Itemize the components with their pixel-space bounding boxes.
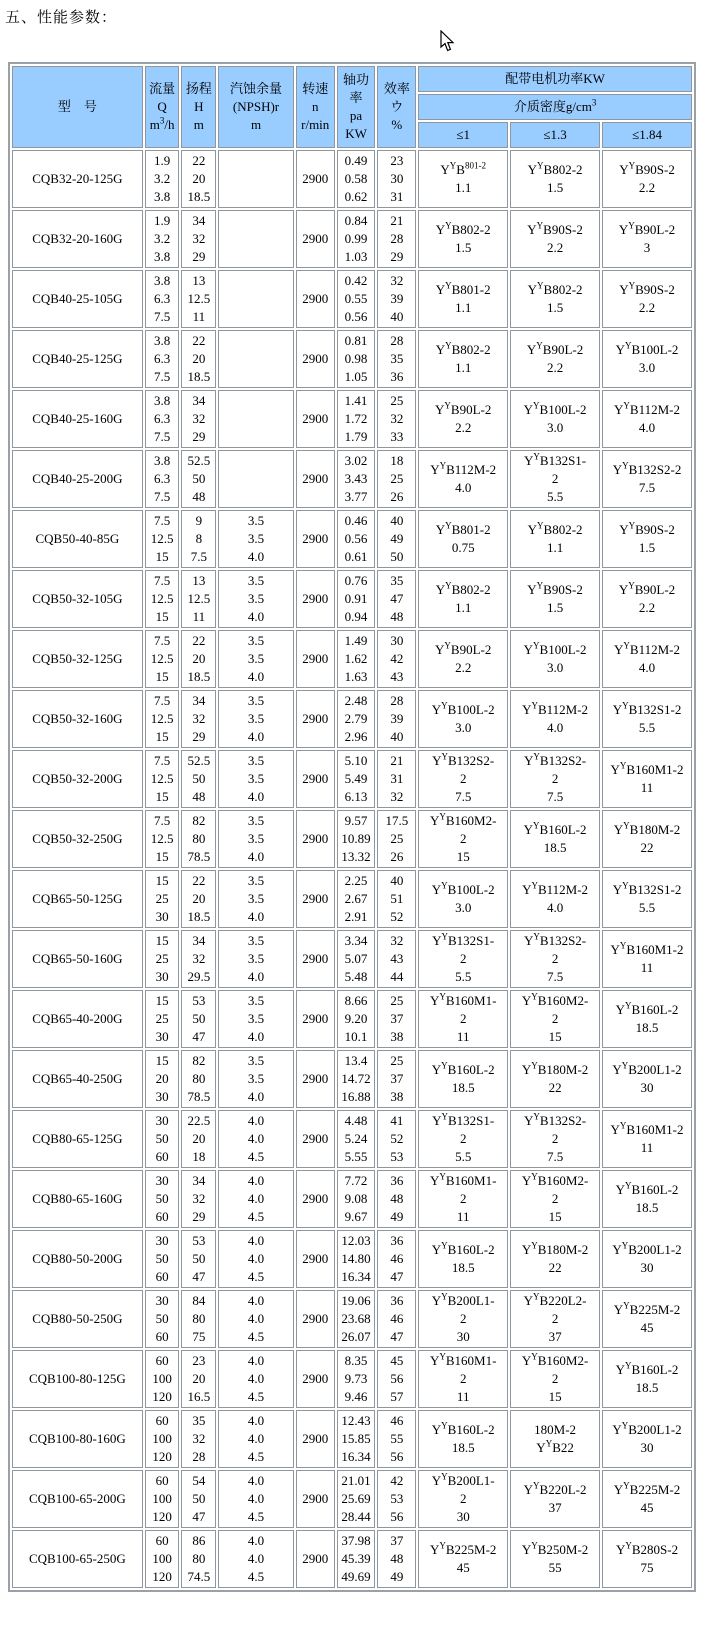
efficiency-cell: 41 52 53 (377, 1110, 416, 1168)
table-row (12, 150, 692, 208)
shaft-power-cell: 0.49 0.58 0.62 (337, 150, 376, 208)
shaft-power-cell: 13.4 14.72 16.88 (337, 1050, 376, 1108)
table-row (12, 630, 692, 688)
shaft-power-cell: 3.02 3.43 3.77 (337, 450, 376, 508)
npsh-cell: 3.5 3.5 4.0 (218, 630, 294, 688)
flow-cell: 15 25 30 (145, 870, 180, 928)
flow-cell: 15 25 30 (145, 930, 180, 988)
head-cell: 22 20 18.5 (181, 630, 216, 688)
model-cell: CQB50-32-160G (12, 690, 143, 748)
flow-cell: 7.5 12.5 15 (145, 630, 180, 688)
shaft-power-cell: 3.34 5.07 5.48 (337, 930, 376, 988)
model-cell: CQB50-32-105G (12, 570, 143, 628)
motor-cell: $Y^YB225M-2$ 45 (602, 1290, 692, 1348)
head-cell: 34 32 29 (181, 210, 216, 268)
motor-cell: $Y^YB160M2-$ 2 15 (510, 990, 600, 1048)
model-cell: CQB80-65-160G (12, 1170, 143, 1228)
npsh-cell: 3.5 3.5 4.0 (218, 570, 294, 628)
head-cell: 52.5 50 48 (181, 450, 216, 508)
npsh-cell: 4.0 4.0 4.5 (218, 1230, 294, 1288)
shaft-power-cell: 5.10 5.49 6.13 (337, 750, 376, 808)
motor-cell: $Y^YB220L-2$ 37 (510, 1470, 600, 1528)
shaft-power-cell: 37.98 45.39 49.69 (337, 1530, 376, 1588)
head-cell: 86 80 74.5 (181, 1530, 216, 1588)
flow-cell: 3.8 6.3 7.5 (145, 330, 180, 388)
efficiency-cell: 45 56 57 (377, 1350, 416, 1408)
table-row (12, 1410, 692, 1468)
table-header (12, 66, 692, 148)
flow-cell: 60 100 120 (145, 1410, 180, 1468)
motor-cell: $Y^YB160M1-2$ 11 (602, 1110, 692, 1168)
col-header-head: 扬程 H m (181, 66, 216, 148)
efficiency-cell: 28 35 36 (377, 330, 416, 388)
efficiency-cell: 25 37 38 (377, 1050, 416, 1108)
motor-cell: $Y^YB160M2-$ 2 15 (418, 810, 508, 868)
motor-cell: $Y^YB90L-2$ 2.2 (510, 330, 600, 388)
motor-cell: $Y^YB132S2-$ 2 7.5 (510, 930, 600, 988)
efficiency-cell: 23 30 31 (377, 150, 416, 208)
speed-cell: 2900 (296, 570, 335, 628)
motor-cell: $Y^YB802-2$ 1.5 (418, 210, 508, 268)
shaft-power-cell: 21.01 25.69 28.44 (337, 1470, 376, 1528)
col-header-npsh: 汽蚀余量 (NPSH)r m (218, 66, 294, 148)
shaft-power-cell: 12.43 15.85 16.34 (337, 1410, 376, 1468)
model-cell: CQB80-50-200G (12, 1230, 143, 1288)
motor-cell: $Y^YB200L1-2$ 30 (602, 1050, 692, 1108)
head-cell: 84 80 75 (181, 1290, 216, 1348)
npsh-cell (218, 210, 294, 268)
flow-cell: 60 100 120 (145, 1530, 180, 1588)
col-header-speed: 转速 n r/min (296, 66, 335, 148)
speed-cell: 2900 (296, 1050, 335, 1108)
shaft-power-cell: 4.48 5.24 5.55 (337, 1110, 376, 1168)
motor-cell: $Y^YB160L-2$ 18.5 (418, 1230, 508, 1288)
shaft-power-cell: 0.42 0.55 0.56 (337, 270, 376, 328)
model-cell: CQB40-25-125G (12, 330, 143, 388)
model-cell: CQB65-40-250G (12, 1050, 143, 1108)
motor-cell: $Y^YB132S2-$ 2 7.5 (510, 750, 600, 808)
npsh-cell: 3.5 3.5 4.0 (218, 690, 294, 748)
speed-cell: 2900 (296, 270, 335, 328)
efficiency-cell: 40 49 50 (377, 510, 416, 568)
motor-cell: $Y^YB802-2$ 1.5 (510, 150, 600, 208)
motor-cell: $Y^YB100L-2$ 3.0 (602, 330, 692, 388)
flow-cell: 60 100 120 (145, 1350, 180, 1408)
model-cell: CQB50-32-250G (12, 810, 143, 868)
motor-cell: $Y^YB802-2$ 1.1 (418, 570, 508, 628)
flow-cell: 15 20 30 (145, 1050, 180, 1108)
col-header-flow: 流量 Q $m^3/h$ (145, 66, 180, 148)
motor-cell: $Y^YB90S-2$ 2.2 (510, 210, 600, 268)
motor-cell: $Y^YB250M-2$ 55 (510, 1530, 600, 1588)
table-row (12, 750, 692, 808)
motor-cell: $Y^YB225M-2$ 45 (418, 1530, 508, 1588)
model-cell: CQB40-25-105G (12, 270, 143, 328)
head-cell: 13 12.5 11 (181, 270, 216, 328)
model-cell: CQB32-20-125G (12, 150, 143, 208)
shaft-power-cell: 0.46 0.56 0.61 (337, 510, 376, 568)
head-cell: 9 8 7.5 (181, 510, 216, 568)
table-body (12, 150, 692, 1588)
table-row (12, 270, 692, 328)
page-title: 五、性能参数： (5, 10, 118, 26)
motor-cell: $Y^YB160L-2$ 18.5 (602, 1350, 692, 1408)
npsh-cell: 4.0 4.0 4.5 (218, 1410, 294, 1468)
table-row (12, 1290, 692, 1348)
npsh-cell: 4.0 4.0 4.5 (218, 1110, 294, 1168)
speed-cell: 2900 (296, 1110, 335, 1168)
motor-cell: $Y^YB160L-2$ 18.5 (418, 1410, 508, 1468)
shaft-power-cell: 9.57 10.89 13.32 (337, 810, 376, 868)
motor-cell: $Y^YB802-2$ 1.1 (418, 330, 508, 388)
speed-cell: 2900 (296, 750, 335, 808)
head-cell: 22 20 18.5 (181, 870, 216, 928)
motor-cell: $Y^YB100L-2$ 3.0 (510, 390, 600, 448)
shaft-power-cell: 7.72 9.08 9.67 (337, 1170, 376, 1228)
head-cell: 82 80 78.5 (181, 810, 216, 868)
flow-cell: 3.8 6.3 7.5 (145, 270, 180, 328)
shaft-power-cell: 2.25 2.67 2.91 (337, 870, 376, 928)
motor-cell: $Y^YB90S-2$ 2.2 (602, 270, 692, 328)
motor-cell: $Y^YB90L-2$ 3 (602, 210, 692, 268)
shaft-power-cell: 1.49 1.62 1.63 (337, 630, 376, 688)
shaft-power-cell: 8.66 9.20 10.1 (337, 990, 376, 1048)
motor-cell: $Y^YB132S1-$ 2 5.5 (418, 930, 508, 988)
table-row (12, 1050, 692, 1108)
motor-cell: $Y^YB100L-2$ 3.0 (418, 690, 508, 748)
speed-cell: 2900 (296, 150, 335, 208)
flow-cell: 1.9 3.2 3.8 (145, 210, 180, 268)
flow-cell: 7.5 12.5 15 (145, 810, 180, 868)
speed-cell: 2900 (296, 1230, 335, 1288)
density-col-header-1: ≤1 (418, 122, 508, 148)
table-row (12, 1230, 692, 1288)
npsh-cell (218, 270, 294, 328)
head-cell: 22.5 20 18 (181, 1110, 216, 1168)
speed-cell: 2900 (296, 510, 335, 568)
flow-cell: 30 50 60 (145, 1230, 180, 1288)
motor-cell: $Y^YB90L-2$ 2.2 (418, 630, 508, 688)
speed-cell: 2900 (296, 990, 335, 1048)
speed-cell: 2900 (296, 690, 335, 748)
motor-cell: $Y^YB132S1-2$ 5.5 (602, 870, 692, 928)
motor-cell: $Y^YB220L2-$ 2 37 (510, 1290, 600, 1348)
speed-cell: 2900 (296, 1290, 335, 1348)
flow-cell: 1.9 3.2 3.8 (145, 150, 180, 208)
efficiency-cell: 32 39 40 (377, 270, 416, 328)
speed-cell: 2900 (296, 1170, 335, 1228)
col-header-model: 型 号 (12, 66, 143, 148)
motor-power-header: 配带电机功率KW (418, 66, 692, 92)
flow-cell: 60 100 120 (145, 1470, 180, 1528)
flow-cell: 7.5 12.5 15 (145, 570, 180, 628)
motor-cell: $Y^YB90L-2$ 2.2 (602, 570, 692, 628)
npsh-cell: 3.5 3.5 4.0 (218, 1050, 294, 1108)
motor-cell: $Y^YB100L-2$ 3.0 (418, 870, 508, 928)
model-cell: CQB50-40-85G (12, 510, 143, 568)
motor-cell: $Y^YB^{801-2}$ 1.1 (418, 150, 508, 208)
shaft-power-cell: 12.03 14.80 16.34 (337, 1230, 376, 1288)
table-row (12, 1470, 692, 1528)
efficiency-cell: 35 47 48 (377, 570, 416, 628)
table-row (12, 1530, 692, 1588)
head-cell: 53 50 47 (181, 990, 216, 1048)
speed-cell: 2900 (296, 1410, 335, 1468)
efficiency-cell: 17.5 25 26 (377, 810, 416, 868)
npsh-cell: 4.0 4.0 4.5 (218, 1470, 294, 1528)
head-cell: 52.5 50 48 (181, 750, 216, 808)
motor-cell: $Y^YB132S2-2$ 7.5 (602, 450, 692, 508)
npsh-cell: 3.5 3.5 4.0 (218, 990, 294, 1048)
shaft-power-cell: 1.41 1.72 1.79 (337, 390, 376, 448)
motor-cell: $Y^YB160M1-$ 2 11 (418, 1170, 508, 1228)
flow-cell: 30 50 60 (145, 1170, 180, 1228)
speed-cell: 2900 (296, 330, 335, 388)
head-cell: 23 20 16.5 (181, 1350, 216, 1408)
npsh-cell (218, 150, 294, 208)
model-cell: CQB100-80-160G (12, 1410, 143, 1468)
table-row (12, 210, 692, 268)
density-col-header-3: ≤1.84 (602, 122, 692, 148)
shaft-power-cell: 2.48 2.79 2.96 (337, 690, 376, 748)
efficiency-cell: 25 37 38 (377, 990, 416, 1048)
speed-cell: 2900 (296, 930, 335, 988)
motor-cell: $Y^YB112M-2$ 4.0 (602, 390, 692, 448)
table-row (12, 450, 692, 508)
motor-cell: $Y^YB132S1-2$ 5.5 (602, 690, 692, 748)
motor-cell: $Y^YB200L1-$ 2 30 (418, 1470, 508, 1528)
efficiency-cell: 21 31 32 (377, 750, 416, 808)
motor-cell: $Y^YB801-2$ 1.1 (418, 270, 508, 328)
table-row (12, 990, 692, 1048)
table-row (12, 1350, 692, 1408)
speed-cell: 2900 (296, 1350, 335, 1408)
motor-cell: 180M-2 $Y^YB22$ (510, 1410, 600, 1468)
npsh-cell (218, 390, 294, 448)
npsh-cell: 4.0 4.0 4.5 (218, 1530, 294, 1588)
head-cell: 34 32 29 (181, 690, 216, 748)
flow-cell: 3.8 6.3 7.5 (145, 390, 180, 448)
motor-cell: $Y^YB200L1-2$ 30 (602, 1410, 692, 1468)
table-row (12, 690, 692, 748)
efficiency-cell: 18 25 26 (377, 450, 416, 508)
speed-cell: 2900 (296, 1530, 335, 1588)
motor-cell: $Y^YB160M1-$ 2 11 (418, 990, 508, 1048)
table-row (12, 330, 692, 388)
model-cell: CQB100-80-125G (12, 1350, 143, 1408)
model-cell: CQB65-50-160G (12, 930, 143, 988)
head-cell: 22 20 18.5 (181, 150, 216, 208)
npsh-cell: 4.0 4.0 4.5 (218, 1290, 294, 1348)
table-row (12, 1170, 692, 1228)
efficiency-cell: 36 46 47 (377, 1230, 416, 1288)
motor-cell: $Y^YB180M-2$ 22 (510, 1050, 600, 1108)
motor-cell: $Y^YB160L-2$ 18.5 (510, 810, 600, 868)
npsh-cell: 3.5 3.5 4.0 (218, 750, 294, 808)
table-row (12, 390, 692, 448)
motor-cell: $Y^YB160L-2$ 18.5 (602, 990, 692, 1048)
motor-cell: $Y^YB160M2-$ 2 15 (510, 1170, 600, 1228)
motor-cell: $Y^YB180M-2$ 22 (602, 810, 692, 868)
motor-cell: $Y^YB132S1-$ 2 5.5 (510, 450, 600, 508)
npsh-cell: 3.5 3.5 4.0 (218, 510, 294, 568)
flow-cell: 15 25 30 (145, 990, 180, 1048)
motor-cell: $Y^YB802-2$ 1.1 (510, 510, 600, 568)
table-row (12, 510, 692, 568)
motor-cell: $Y^YB160M1-2$ 11 (602, 930, 692, 988)
shaft-power-cell: 0.76 0.91 0.94 (337, 570, 376, 628)
col-header-shaft-power: 轴功 率 pa KW (337, 66, 376, 148)
motor-cell: $Y^YB200L1-$ 2 30 (418, 1290, 508, 1348)
motor-cell: $Y^YB112M-2$ 4.0 (510, 690, 600, 748)
shaft-power-cell: 8.35 9.73 9.46 (337, 1350, 376, 1408)
motor-cell: $Y^YB280S-2$ 75 (602, 1530, 692, 1588)
col-header-efficiency: 效率 ウ % (377, 66, 416, 148)
table-row (12, 570, 692, 628)
flow-cell: 30 50 60 (145, 1110, 180, 1168)
efficiency-cell: 30 42 43 (377, 630, 416, 688)
flow-cell: 7.5 12.5 15 (145, 510, 180, 568)
model-cell: CQB80-65-125G (12, 1110, 143, 1168)
density-col-header-2: ≤1.3 (510, 122, 600, 148)
model-cell: CQB40-25-200G (12, 450, 143, 508)
efficiency-cell: 21 28 29 (377, 210, 416, 268)
model-cell: CQB40-25-160G (12, 390, 143, 448)
speed-cell: 2900 (296, 450, 335, 508)
model-cell: CQB32-20-160G (12, 210, 143, 268)
table-row (12, 870, 692, 928)
head-cell: 35 32 28 (181, 1410, 216, 1468)
motor-cell: $Y^YB160L-2$ 18.5 (602, 1170, 692, 1228)
speed-cell: 2900 (296, 870, 335, 928)
table-row (12, 1110, 692, 1168)
shaft-power-cell: 0.81 0.98 1.05 (337, 330, 376, 388)
speed-cell: 2900 (296, 630, 335, 688)
motor-cell: $Y^YB132S2-$ 2 7.5 (510, 1110, 600, 1168)
table-row (12, 930, 692, 988)
speed-cell: 2900 (296, 210, 335, 268)
motor-cell: $Y^YB225M-2$ 45 (602, 1470, 692, 1528)
model-cell: CQB50-32-125G (12, 630, 143, 688)
head-cell: 54 50 47 (181, 1470, 216, 1528)
npsh-cell (218, 450, 294, 508)
motor-cell: $Y^YB90S-2$ 2.2 (602, 150, 692, 208)
speed-cell: 2900 (296, 390, 335, 448)
motor-cell: $Y^YB160L-2$ 18.5 (418, 1050, 508, 1108)
head-cell: 53 50 47 (181, 1230, 216, 1288)
model-cell: CQB80-50-250G (12, 1290, 143, 1348)
head-cell: 13 12.5 11 (181, 570, 216, 628)
motor-cell: $Y^YB90L-2$ 2.2 (418, 390, 508, 448)
model-cell: CQB100-65-250G (12, 1530, 143, 1588)
shaft-power-cell: 19.06 23.68 26.07 (337, 1290, 376, 1348)
head-cell: 34 32 29 (181, 390, 216, 448)
flow-cell: 3.8 6.3 7.5 (145, 450, 180, 508)
efficiency-cell: 32 43 44 (377, 930, 416, 988)
mouse-cursor (440, 30, 456, 54)
motor-cell: $Y^YB802-2$ 1.5 (510, 270, 600, 328)
motor-cell: $Y^YB160M1-$ 2 11 (418, 1350, 508, 1408)
motor-cell: $Y^YB180M-2$ 22 (510, 1230, 600, 1288)
flow-cell: 30 50 60 (145, 1290, 180, 1348)
shaft-power-cell: 0.84 0.99 1.03 (337, 210, 376, 268)
efficiency-cell: 25 32 33 (377, 390, 416, 448)
efficiency-cell: 28 39 40 (377, 690, 416, 748)
model-cell: CQB65-50-125G (12, 870, 143, 928)
npsh-cell: 3.5 3.5 4.0 (218, 870, 294, 928)
density-header: 介质密度$g/cm^3$ (418, 94, 692, 120)
npsh-cell: 3.5 3.5 4.0 (218, 930, 294, 988)
head-cell: 34 32 29.5 (181, 930, 216, 988)
motor-cell: $Y^YB200L1-2$ 30 (602, 1230, 692, 1288)
motor-cell: $Y^YB112M-2$ 4.0 (418, 450, 508, 508)
npsh-cell (218, 330, 294, 388)
head-cell: 34 32 29 (181, 1170, 216, 1228)
table-row (12, 810, 692, 868)
performance-table (8, 62, 696, 1592)
flow-cell: 7.5 12.5 15 (145, 750, 180, 808)
motor-cell: $Y^YB112M-2$ 4.0 (510, 870, 600, 928)
motor-cell: $Y^YB112M-2$ 4.0 (602, 630, 692, 688)
efficiency-cell: 42 53 56 (377, 1470, 416, 1528)
npsh-cell: 4.0 4.0 4.5 (218, 1350, 294, 1408)
model-cell: CQB50-32-200G (12, 750, 143, 808)
efficiency-cell: 36 46 47 (377, 1290, 416, 1348)
model-cell: CQB100-65-200G (12, 1470, 143, 1528)
efficiency-cell: 37 48 49 (377, 1530, 416, 1588)
speed-cell: 2900 (296, 810, 335, 868)
efficiency-cell: 40 51 52 (377, 870, 416, 928)
motor-cell: $Y^YB160M2-$ 2 15 (510, 1350, 600, 1408)
motor-cell: $Y^YB132S1-$ 2 5.5 (418, 1110, 508, 1168)
npsh-cell: 4.0 4.0 4.5 (218, 1170, 294, 1228)
efficiency-cell: 36 48 49 (377, 1170, 416, 1228)
motor-cell: $Y^YB90S-2$ 1.5 (602, 510, 692, 568)
efficiency-cell: 46 55 56 (377, 1410, 416, 1468)
model-cell: CQB65-40-200G (12, 990, 143, 1048)
speed-cell: 2900 (296, 1470, 335, 1528)
npsh-cell: 3.5 3.5 4.0 (218, 810, 294, 868)
head-cell: 82 80 78.5 (181, 1050, 216, 1108)
head-cell: 22 20 18.5 (181, 330, 216, 388)
flow-cell: 7.5 12.5 15 (145, 690, 180, 748)
motor-cell: $Y^YB132S2-$ 2 7.5 (418, 750, 508, 808)
motor-cell: $Y^YB801-2$ 0.75 (418, 510, 508, 568)
motor-cell: $Y^YB160M1-2$ 11 (602, 750, 692, 808)
motor-cell: $Y^YB90S-2$ 1.5 (510, 570, 600, 628)
motor-cell: $Y^YB100L-2$ 3.0 (510, 630, 600, 688)
